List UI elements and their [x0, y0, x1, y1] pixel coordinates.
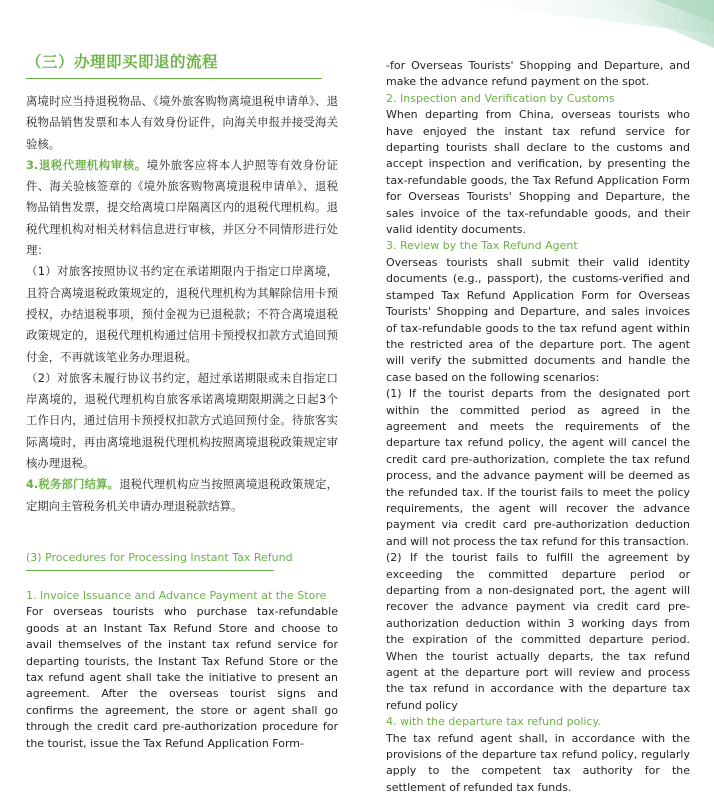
heading-divider — [26, 78, 322, 79]
en-step-3-heading: 3. Review by the Tax Refund Agent — [386, 239, 578, 253]
en-step-4-heading: 4. with the departure tax refund policy. — [386, 715, 601, 729]
cn-step-4-paragraph — [26, 474, 338, 517]
en-step-3-paragraph: Overseas tourists shall submit their valid identity documents (e.g., passport), the customs-verified and stamped Tax Refund Application Form for Overseas Tourists' Shopping and Departure, and sales invoices of tax-refundable goods to the tax refund agent within the restricted area of the departure port. The agent will verify the submitted documents and handle the case based on the following scenarios: — [386, 255, 690, 384]
en-step-1-heading: 1. Invoice Issuance and Advance Payment at the Store — [26, 588, 327, 602]
en-step-1-paragraph: For overseas tourists who purchase tax-refundable goods at an Instant Tax Refund Store and choose to avail themselves of the instant tax refund service for departing tourists, the Instant Tax Refund Store or the tax refund agent shall take the initiative to present an agreement. After the overseas tourist signs and confirms the agreement, the store or agent shall go through the credit card pre-authorization procedure for the tourist, issue the Tax Refund Application Form- — [26, 605, 338, 750]
en-continuation-paragraph: -for Overseas Tourists' Shopping and Departure, and make the advance refund payment on the spot. — [386, 59, 690, 89]
en-step-2-heading: 2. Inspection and Verification by Customs — [386, 91, 615, 105]
cn-intro-paragraph: 离境时应当持退税物品、《境外旅客购物离境退税申请单》、退税物品销售发票和本人有效身份证件，向海关申报并接受海关验核。 — [26, 94, 338, 151]
cn-case-1-paragraph: （1）对旅客按照协议书约定在承诺期限内于指定口岸离境，且符合离境退税政策规定的，退税代理机构为其解除信用卡预授权，办结退税事项，预付金视为已退税款；不符合离境退税政策规定的，退税代理机构通过信用卡预授权扣款方式追回预付金，不再就该笔业务办理退税。 — [26, 264, 338, 364]
header-decoration — [294, 0, 714, 60]
en-case-2-paragraph: (2) If the tourist fails to fulfill the agreement by exceeding the committed departure period or departing from a non-designated port, the agent will recover the advance payment via credit card pre-authorization deduction within 3 working days from the expiration of the committed departure period. When the tourist actually departs, the tax refund agent at the departure port will review and process the tax refund in accordance with the departure tax refund policy — [386, 551, 690, 712]
section-heading-en: (3) Procedures for Processing Instant Tax Refund — [26, 550, 293, 564]
cn-step-3-label: 3.退税代理机构审核。 — [26, 157, 147, 172]
cn-case-2-paragraph: （2）对旅客未履行协议书约定，超过承诺期限或未自指定口岸离境的，退税代理机构自旅客承诺离境期限期满之日起3个工作日内，通过信用卡预授权扣款方式追回预付金。待旅客实际离境时，再由离境地退税代理机构按照离境退税政策规定审核办理退税。 — [26, 370, 338, 471]
right-column — [386, 58, 690, 796]
section-heading-cn: （三）办理即买即退的流程 — [26, 53, 219, 71]
en-step-4-paragraph: The tax refund agent shall, in accordance with the provisions of the departure tax refund policy, regularly apply to the competent tax authority for the settlement of refunded tax funds. — [386, 731, 690, 794]
en-case-1-paragraph: (1) If the tourist departs from the designated port within the committed period as agreed in the agreement and meets the requirements of the departure tax refund policy, the agent will cancel the credit card pre-authorization, complete the tax refund process, and the advance payment will be deemed as the refunded tax. If the tourist fails to meet the policy requirements, the agent will recover the advance payment via credit card pre-authorization deduction and will not process the tax refund for this transaction. — [386, 387, 690, 548]
en-step-2-paragraph: When departing from China, overseas tourists who have enjoyed the instant tax refund service for departing tourists shall declare to the customs and accept inspection and verification, by presenting the tax-refundable goods, the Tax Refund Application Form for Overseas Tourists' Shopping and Departure, the sales invoice of the tax-refundable goods, and their valid identity documents. — [386, 108, 690, 237]
cn-step-3-text: 境外旅客应将本人护照等有效身份证件、海关验核签章的《境外旅客购物离境退税申请单》、退税物品销售发票，提交给离境口岸隔离区内的退税代理机构。退税代理机构对相关材料信息进行审核，并区分不同情形进行处理： — [26, 157, 338, 258]
cn-step-4-text: 退税代理机构应当按照离境退税政策规定，定期向主管税务机关申请办理退税款结算。 — [26, 477, 338, 513]
cn-step-4-label: 4.税务部门结算。 — [26, 477, 120, 492]
cn-step-3-paragraph — [26, 155, 338, 261]
left-column — [26, 52, 338, 752]
en-heading-divider — [26, 570, 274, 571]
